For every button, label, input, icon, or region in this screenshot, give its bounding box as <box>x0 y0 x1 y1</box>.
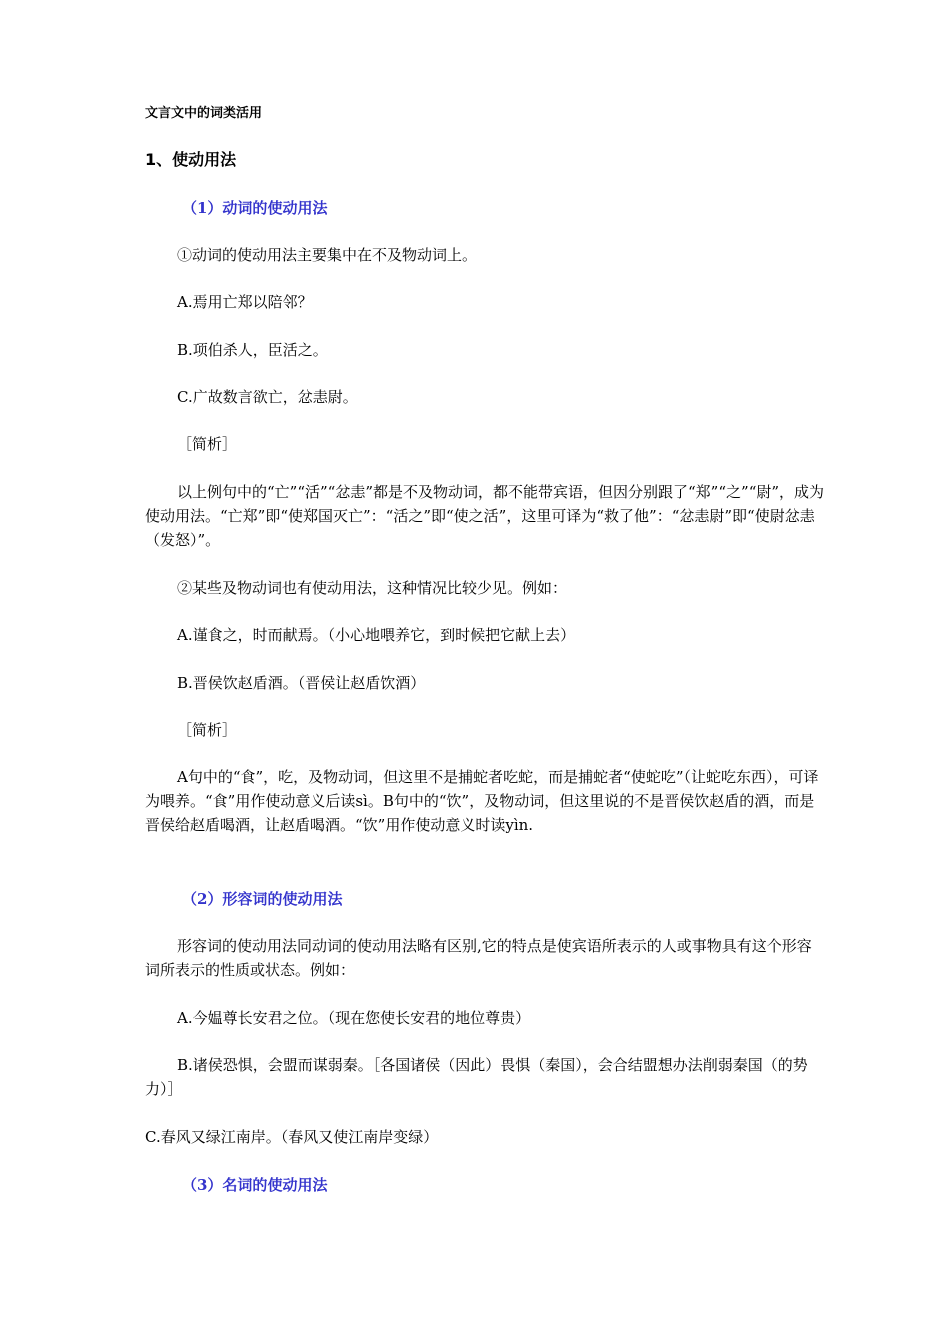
analysis-label-2: ［简析］ <box>177 721 238 739</box>
analysis-label: ［简析］ <box>177 435 238 453</box>
paragraph-adjective: 形容词的使动用法同动词的使动用法略有区别,它的特点是使宾语所表示的人或事物具有这个形容词所表示的性质或状态。例如： <box>145 937 812 979</box>
paragraph-intransitive: ①动词的使动用法主要集中在不及物动词上。 <box>177 246 478 264</box>
example-c: C.广故数言欲亡，忿恚尉。 <box>177 388 358 406</box>
document-title: 文言文中的词类活用 <box>145 106 263 121</box>
example-b-2: B.晋侯饮赵盾酒。（晋侯让赵盾饮酒） <box>177 674 426 692</box>
analysis-paragraph-2: A句中的“食”，吃，及物动词，但这里不是捕蛇者吃蛇，而是捕蛇者“使蛇吃”（让蛇吃东西），可译为喂养。“食”用作使动意义后读sì。B句中的“饮”，及物动词，但这里说的不是晋侯饮赵盾的酒，而是晋侯给赵盾喝酒，让赵盾喝酒。“饮”用作使动意义时读yìn. <box>145 768 819 834</box>
example-a-2: A.谨食之，时而献焉。（小心地喂养它，到时候把它献上去） <box>177 626 576 644</box>
paragraph-transitive: ②某些及物动词也有使动用法，这种情况比较少见。例如： <box>177 579 568 597</box>
subheading-noun-causative: （3）名词的使动用法 <box>182 1176 328 1194</box>
example-a-3: A.今媪尊长安君之位。（现在您使长安君的地位尊贵） <box>177 1009 531 1027</box>
section-heading-causative: 1、使动用法 <box>145 150 237 169</box>
subheading-verb-causative: （1）动词的使动用法 <box>182 199 328 217</box>
subheading-adjective-causative: （2）形容词的使动用法 <box>182 890 343 908</box>
example-c-3: C.春风又绿江南岸。（春风又使江南岸变绿） <box>145 1128 439 1146</box>
example-a: A.焉用亡郑以陪邻？ <box>177 293 313 311</box>
analysis-paragraph-1: 以上例句中的“亡”“活”“忿恚”都是不及物动词，都不能带宾语，但因分别跟了“郑”“之”“尉”，成为使动用法。“亡郑”即“使郑国灭亡”：“活之”即“使之活”，这里可译为“救了他”：“忿恚尉”即“使尉忿恚（发怒）”。 <box>145 483 825 549</box>
example-b-3: B.诸侯恐惧，会盟而谋弱秦。［各国诸侯（因此）畏惧（秦国），会合结盟想办法削弱秦国（的势力）］ <box>145 1056 808 1098</box>
example-b: B.项伯杀人，臣活之。 <box>177 341 328 359</box>
